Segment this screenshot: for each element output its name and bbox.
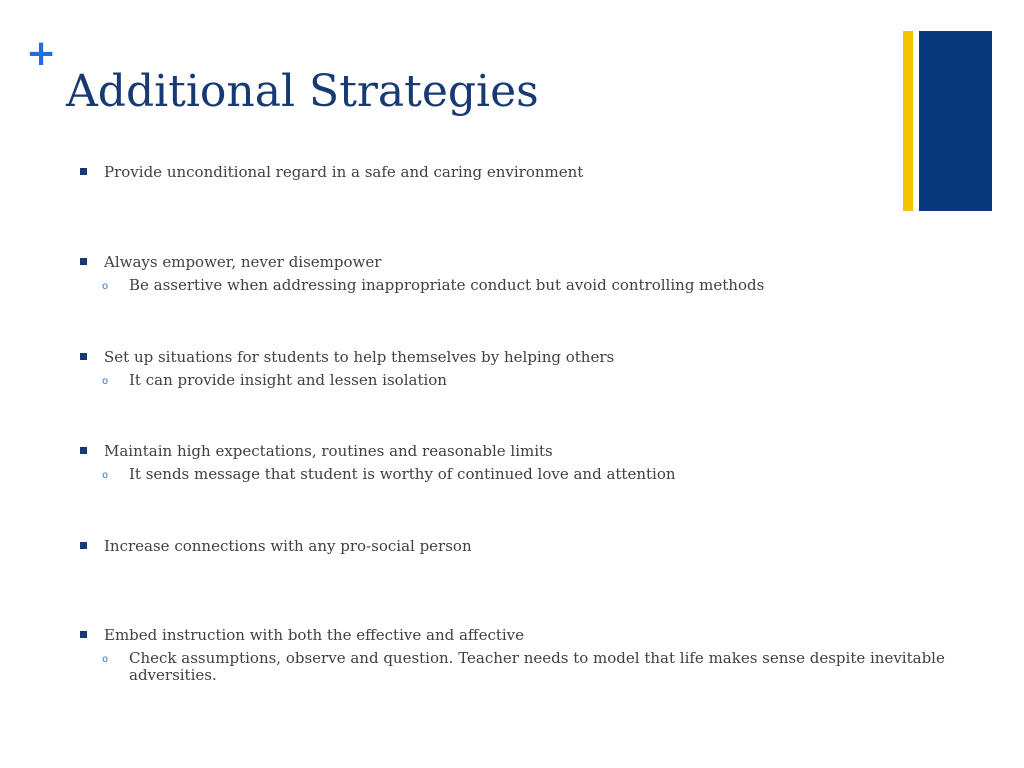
square-bullet-icon (80, 542, 87, 549)
square-bullet-icon (80, 447, 87, 454)
sub-bullet-text: Check assumptions, observe and question. Teacher needs to model that life makes sense despite inevitable adversities. (129, 649, 945, 684)
bullet-text: Set up situations for students to help themselves by helping others (104, 348, 615, 366)
bullet-text: Embed instruction with both the effective and affective (104, 626, 525, 644)
circle-bullet-icon: o (102, 376, 109, 387)
sub-bullet-text: It sends message that student is worthy of continued love and attention (129, 465, 676, 483)
circle-bullet-icon: o (102, 654, 109, 665)
bullet-text: Always empower, never disempower (104, 253, 382, 271)
bullet-text: Maintain high expectations, routines and reasonable limits (104, 442, 553, 460)
square-bullet-icon (80, 168, 87, 175)
bullet-text: Increase connections with any pro-social person (104, 537, 472, 555)
sub-bullet-text: It can provide insight and lessen isolation (129, 371, 447, 389)
slide-title: Additional Strategies (66, 66, 539, 117)
square-bullet-icon (80, 353, 87, 360)
square-bullet-icon (80, 631, 87, 638)
bullet-text: Provide unconditional regard in a safe and caring environment (104, 163, 584, 181)
square-bullet-icon (80, 258, 87, 265)
circle-bullet-icon: o (102, 281, 109, 292)
plus-icon: + (26, 33, 57, 74)
circle-bullet-icon: o (102, 470, 109, 481)
sub-bullet-text: Be assertive when addressing inappropriate conduct but avoid controlling methods (129, 276, 765, 294)
